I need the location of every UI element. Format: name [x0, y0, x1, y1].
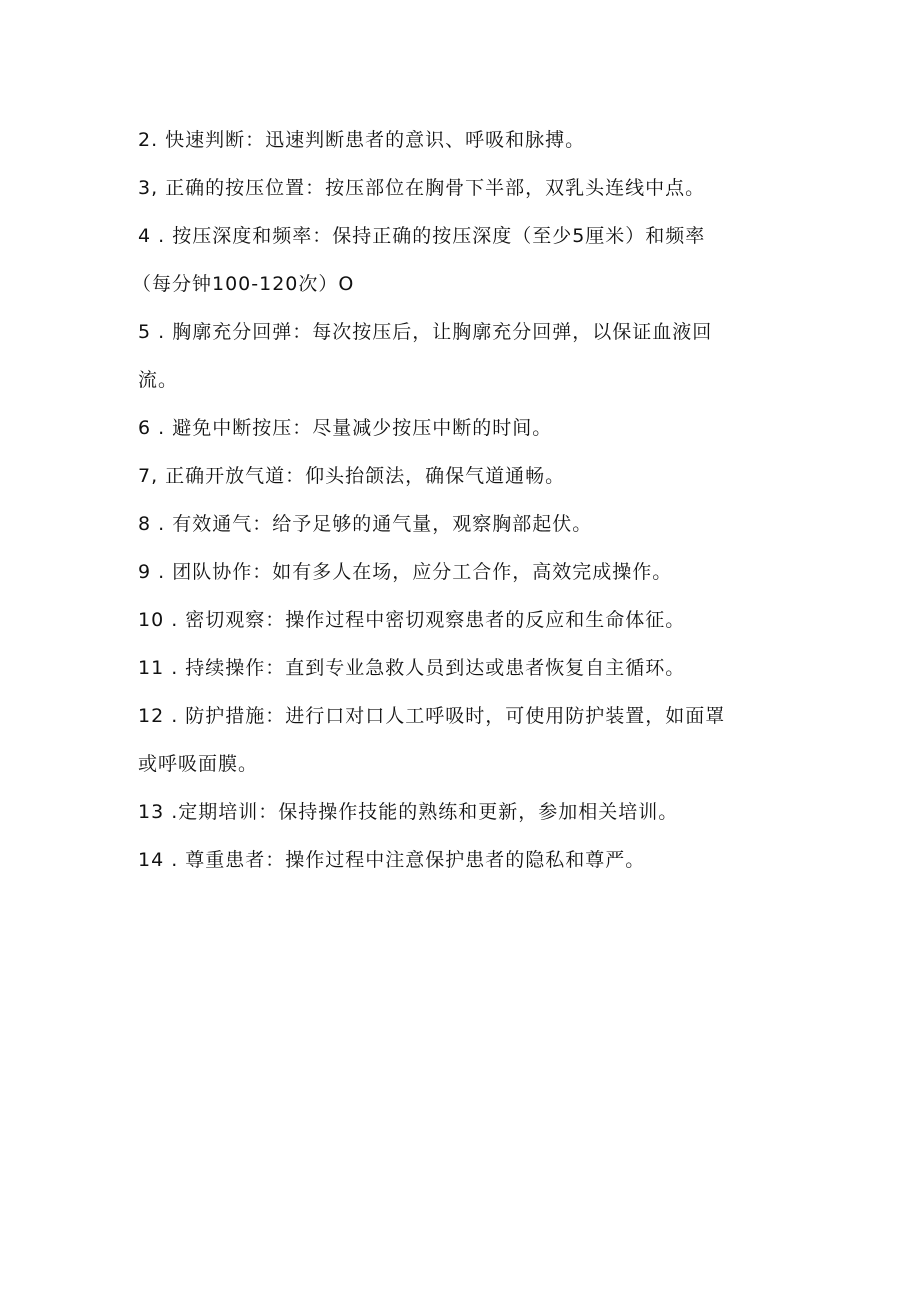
list-item [132, 224, 778, 296]
list-item-text: 4 . 按压深度和频率：保持正确的按压深度（至少5厘米）和频率 [138, 225, 706, 247]
list-item-text: 5 . 胸廓充分回弹：每次按压后，让胸廓充分回弹，以保证血液回 [138, 321, 713, 343]
list-item [138, 704, 778, 776]
list-item-text: 7, 正确开放气道：仰头抬颌法，确保气道通畅。 [138, 465, 566, 487]
list-item [138, 656, 778, 680]
list-item [138, 560, 778, 584]
list-item [138, 320, 778, 392]
list-item-text: 13 .定期培训：保持操作技能的熟练和更新，参加相关培训。 [138, 801, 679, 823]
list-item [138, 608, 778, 632]
list-item-text-continued: 或呼吸面膜。 [138, 753, 259, 775]
list-item [138, 800, 778, 824]
list-item-text: 12 . 防护措施：进行口对口人工呼吸时，可使用防护装置，如面罩 [138, 705, 726, 727]
list-item [138, 464, 778, 488]
list-item-text-continued: 流。 [138, 369, 179, 391]
list-item-text: 8 . 有效通气：给予足够的通气量，观察胸部起伏。 [138, 513, 593, 535]
list-item [138, 128, 778, 152]
list-item-text: 14 . 尊重患者：操作过程中注意保护患者的隐私和尊严。 [138, 849, 646, 871]
list-item-text: 10 . 密切观察：操作过程中密切观察患者的反应和生命体征。 [138, 609, 686, 631]
list-item [138, 512, 778, 536]
list-item [138, 848, 778, 872]
list-item-text: 3, 正确的按压位置：按压部位在胸骨下半部，双乳头连线中点。 [138, 177, 706, 199]
list-item [138, 416, 778, 440]
list-item-text-continued: （每分钟100-120次）O [132, 273, 355, 295]
list-item-text: 9 . 团队协作：如有多人在场，应分工合作，高效完成操作。 [138, 561, 673, 583]
list-item-text: 11 . 持续操作：直到专业急救人员到达或患者恢复自主循环。 [138, 657, 686, 679]
list-item-text: 6 . 避免中断按压：尽量减少按压中断的时间。 [138, 417, 553, 439]
document-body [132, 128, 778, 896]
list-item [138, 176, 778, 200]
list-item-text: 2. 快速判断：迅速判断患者的意识、呼吸和脉搏。 [138, 129, 586, 151]
